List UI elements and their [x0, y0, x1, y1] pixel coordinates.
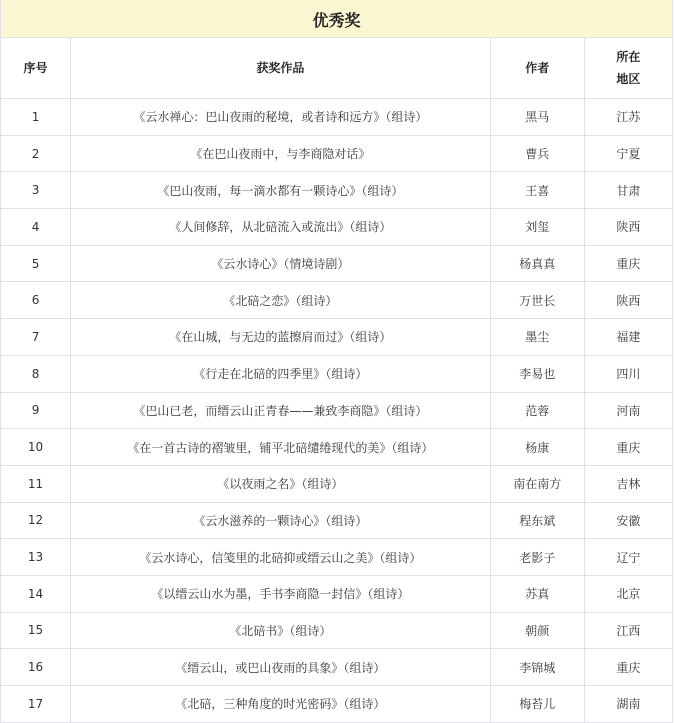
cell-region: 吉林 [584, 465, 672, 502]
cell-work: 《北碚之恋》（组诗） [71, 282, 491, 319]
cell-no: 7 [1, 319, 71, 356]
cell-no: 8 [1, 355, 71, 392]
cell-no: 3 [1, 172, 71, 209]
table-row [1, 282, 673, 319]
cell-author: 朝颜 [490, 612, 584, 649]
cell-region: 湖南 [584, 686, 672, 723]
table-row [1, 649, 673, 686]
cell-author: 刘玺 [490, 209, 584, 246]
cell-work: 《北碚，三种角度的时光密码》（组诗） [71, 686, 491, 723]
cell-work: 《云水滋养的一颗诗心》（组诗） [71, 502, 491, 539]
table-row [1, 575, 673, 612]
cell-no: 4 [1, 209, 71, 246]
cell-author: 老影子 [490, 539, 584, 576]
cell-region: 重庆 [584, 649, 672, 686]
cell-work: 《人间修辞，从北碚流入或流出》（组诗） [71, 209, 491, 246]
cell-author: 杨康 [490, 429, 584, 466]
cell-work: 《云水诗心》（情境诗剧） [71, 245, 491, 282]
cell-region: 重庆 [584, 429, 672, 466]
cell-work: 《在巴山夜雨中，与李商隐对话》 [71, 135, 491, 172]
cell-region: 重庆 [584, 245, 672, 282]
cell-region: 安徽 [584, 502, 672, 539]
cell-author: 南在南方 [490, 465, 584, 502]
cell-no: 10 [1, 429, 71, 466]
table-row [1, 465, 673, 502]
header-no: 序号 [1, 38, 71, 99]
cell-region: 河南 [584, 392, 672, 429]
cell-no: 5 [1, 245, 71, 282]
table-row [1, 502, 673, 539]
cell-author: 黑马 [490, 99, 584, 136]
table-row [1, 209, 673, 246]
table-row [1, 135, 673, 172]
header-row [1, 38, 673, 99]
cell-work: 《行走在北碚的四季里》（组诗） [71, 355, 491, 392]
table-row [1, 99, 673, 136]
table-row [1, 172, 673, 209]
cell-no: 13 [1, 539, 71, 576]
cell-no: 16 [1, 649, 71, 686]
cell-work: 《以夜雨之名》（组诗） [71, 465, 491, 502]
table-row [1, 612, 673, 649]
header-author: 作者 [490, 38, 584, 99]
cell-no: 1 [1, 99, 71, 136]
cell-author: 程东斌 [490, 502, 584, 539]
cell-no: 12 [1, 502, 71, 539]
cell-work: 《在山城，与无边的蓝擦肩而过》（组诗） [71, 319, 491, 356]
cell-author: 范蓉 [490, 392, 584, 429]
table-title: 优秀奖 [1, 1, 673, 38]
table-row [1, 392, 673, 429]
cell-author: 王喜 [490, 172, 584, 209]
title-row [1, 1, 673, 38]
cell-no: 2 [1, 135, 71, 172]
cell-author: 墨尘 [490, 319, 584, 356]
table-row [1, 245, 673, 282]
cell-no: 6 [1, 282, 71, 319]
cell-region: 江西 [584, 612, 672, 649]
cell-work: 《巴山夜雨，每一滴水都有一颗诗心》（组诗） [71, 172, 491, 209]
header-work: 获奖作品 [71, 38, 491, 99]
header-region-line1: 所在 [616, 50, 641, 64]
cell-work: 《缙云山，或巴山夜雨的具象》（组诗） [71, 649, 491, 686]
cell-author: 曹兵 [490, 135, 584, 172]
cell-work: 《在一首古诗的褶皱里，铺平北碚缱绻现代的美》（组诗） [71, 429, 491, 466]
cell-region: 江苏 [584, 99, 672, 136]
cell-no: 11 [1, 465, 71, 502]
cell-author: 杨真真 [490, 245, 584, 282]
header-region [584, 38, 672, 99]
cell-work: 《云水禅心：巴山夜雨的秘境，或者诗和远方》（组诗） [71, 99, 491, 136]
header-region-line2: 地区 [616, 72, 641, 86]
cell-region: 陕西 [584, 209, 672, 246]
cell-no: 17 [1, 686, 71, 723]
table-row [1, 319, 673, 356]
cell-no: 14 [1, 575, 71, 612]
cell-region: 陕西 [584, 282, 672, 319]
cell-region: 福建 [584, 319, 672, 356]
cell-author: 李易也 [490, 355, 584, 392]
cell-region: 北京 [584, 575, 672, 612]
cell-region: 四川 [584, 355, 672, 392]
cell-work: 《以缙云山水为墨，手书李商隐一封信》（组诗） [71, 575, 491, 612]
table-row [1, 539, 673, 576]
cell-no: 15 [1, 612, 71, 649]
cell-author: 苏真 [490, 575, 584, 612]
cell-author: 梅苔儿 [490, 686, 584, 723]
cell-region: 甘肃 [584, 172, 672, 209]
cell-work: 《云水诗心，信笺里的北碚抑或缙云山之美》（组诗） [71, 539, 491, 576]
cell-region: 宁夏 [584, 135, 672, 172]
cell-author: 李锦城 [490, 649, 584, 686]
cell-no: 9 [1, 392, 71, 429]
cell-author: 万世长 [490, 282, 584, 319]
table-row [1, 686, 673, 723]
cell-work: 《北碚书》（组诗） [71, 612, 491, 649]
table-row [1, 429, 673, 466]
table-row [1, 355, 673, 392]
cell-region: 辽宁 [584, 539, 672, 576]
cell-work: 《巴山已老，而缙云山正青春——兼致李商隐》（组诗） [71, 392, 491, 429]
